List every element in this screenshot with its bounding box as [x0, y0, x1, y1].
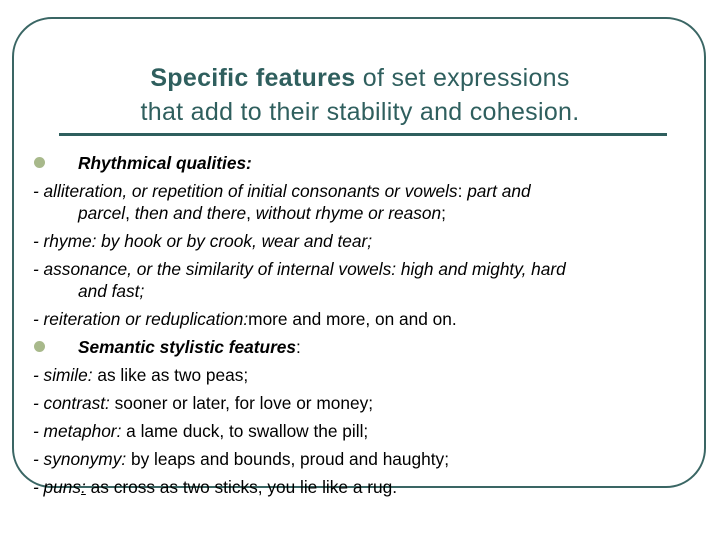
alliteration-sep-2: ,	[246, 203, 256, 223]
alliteration-example-3: then and there	[134, 203, 247, 223]
alliteration-item	[0, 180, 720, 224]
puns-item	[0, 476, 720, 498]
contrast-item	[0, 392, 720, 414]
title-line1-rest: of set expressions	[355, 64, 570, 92]
alliteration-sep-1: ,	[125, 203, 135, 223]
reiteration-term: - reiteration or reduplication:	[33, 309, 249, 329]
alliteration-term: - alliteration, or repetition of initial consonants or vowels	[33, 181, 458, 201]
alliteration-example-4: without rhyme or reason	[255, 203, 442, 223]
contrast-text: sooner or later, for love or money;	[109, 393, 374, 413]
slide-body	[0, 152, 720, 504]
semantic-heading-item	[0, 336, 720, 358]
synonymy-text: by leaps and bounds, proud and haughty;	[126, 449, 449, 469]
title-line2: that add to their stability and cohesion.	[140, 98, 580, 126]
metaphor-text: a lame duck, to swallow the pill;	[121, 421, 369, 441]
puns-term: - puns	[33, 477, 82, 497]
title-underline	[59, 133, 667, 136]
simile-item	[0, 364, 720, 386]
rhythm-heading: Rhythmical qualities:	[78, 153, 252, 173]
rhyme-item	[0, 230, 720, 252]
puns-text: as cross as two sticks, you lie like a rug.	[85, 477, 398, 497]
synonymy-term: - synonymy:	[33, 449, 127, 469]
metaphor-item	[0, 420, 720, 442]
reiteration-item	[0, 308, 720, 330]
contrast-term: - contrast:	[33, 393, 110, 413]
alliteration-example-2: parcel	[78, 203, 126, 223]
semantic-heading: Semantic stylistic features	[78, 337, 297, 357]
puns-colon: :	[81, 477, 86, 497]
reiteration-text: more and more, on and on.	[248, 309, 457, 329]
title-bold-part: Specific features	[150, 64, 356, 92]
assonance-line-1: - assonance, or the similarity of internal vowels: high and mighty, hard	[33, 259, 566, 279]
alliteration-colon: :	[457, 181, 468, 201]
assonance-line-2: and fast;	[78, 281, 145, 301]
slide-title	[40, 61, 680, 129]
simile-term: - simile:	[33, 365, 93, 385]
alliteration-end: ;	[441, 203, 446, 223]
assonance-item	[0, 258, 720, 302]
rhythm-heading-item	[0, 152, 720, 174]
synonymy-item	[0, 448, 720, 470]
rhyme-text: - rhyme: by hook or by crook, wear and tear;	[33, 231, 373, 251]
alliteration-example-1: part and	[467, 181, 531, 201]
bullet-dot-icon	[34, 341, 45, 352]
semantic-heading-colon: :	[296, 337, 301, 357]
simile-text: as like as two peas;	[92, 365, 249, 385]
metaphor-term: - metaphor:	[33, 421, 122, 441]
bullet-dot-icon	[34, 157, 45, 168]
